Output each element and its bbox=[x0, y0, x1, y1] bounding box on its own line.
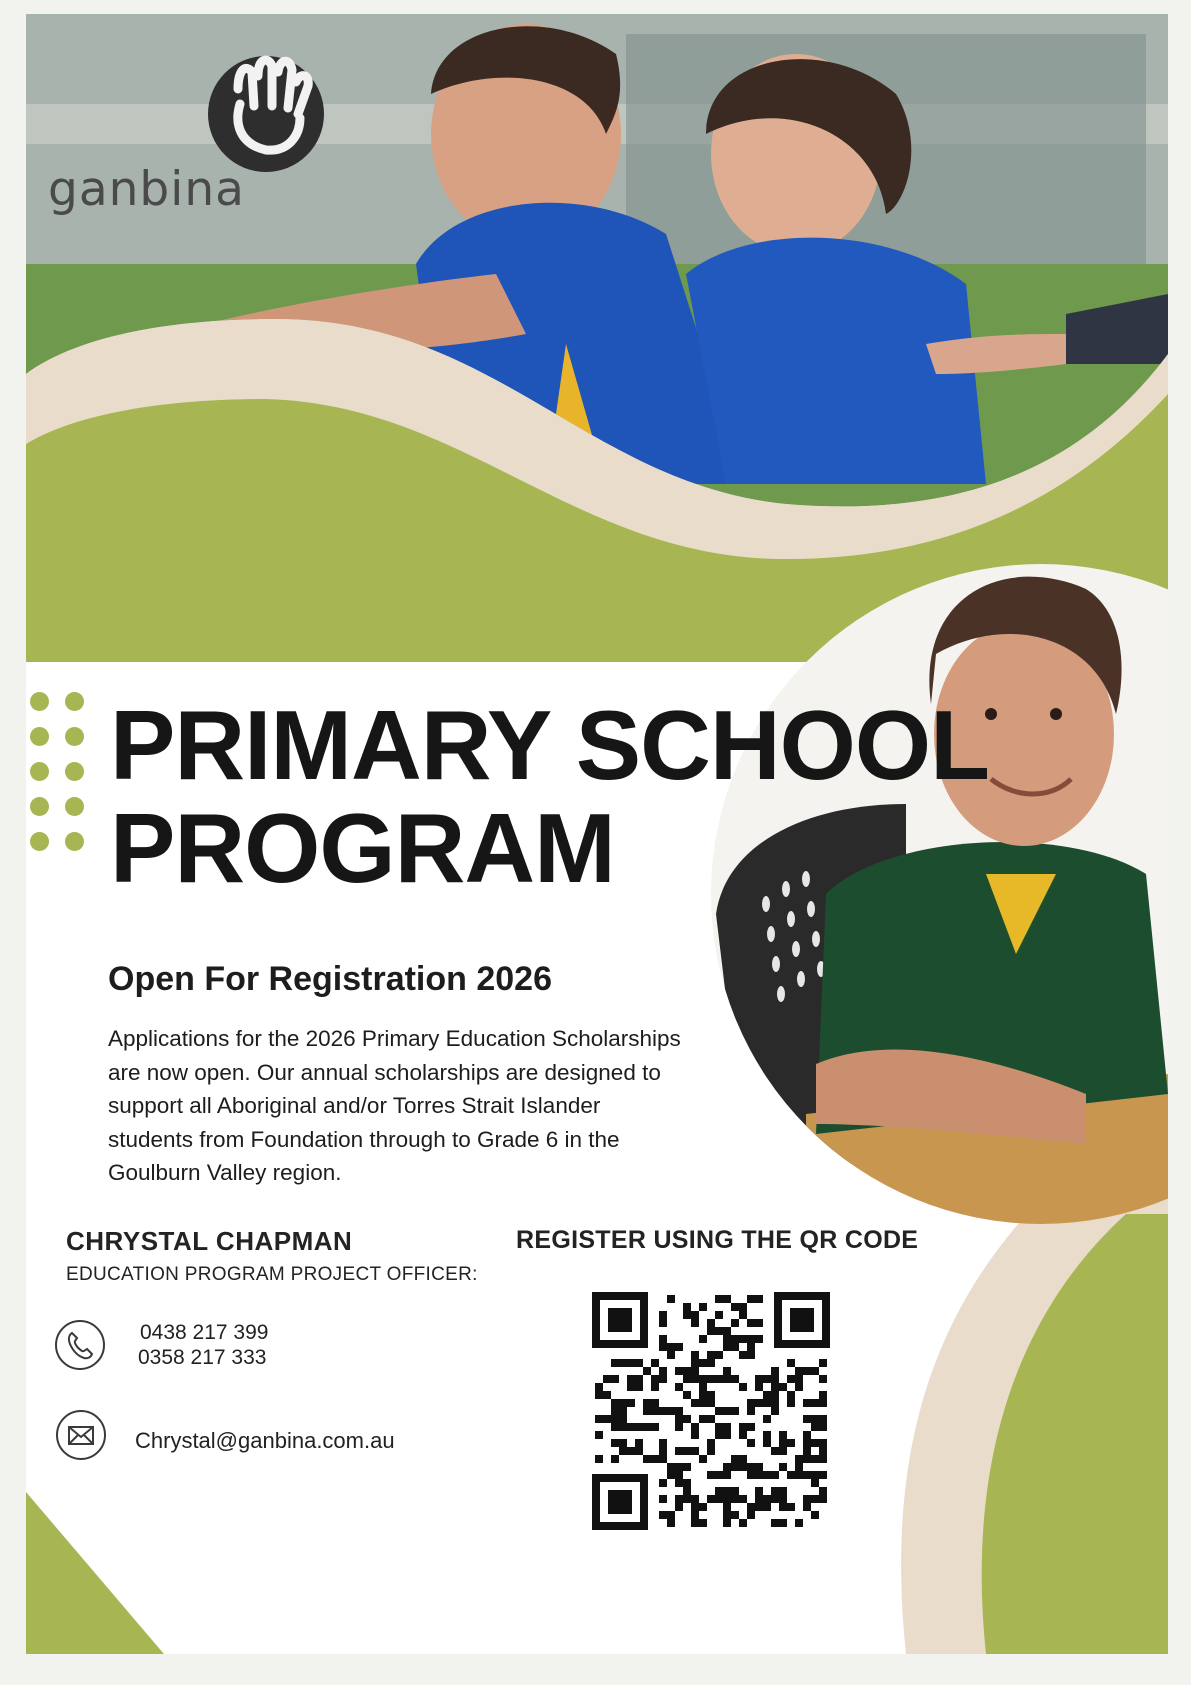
contact-role: EDUCATION PROGRAM PROJECT OFFICER: bbox=[66, 1264, 478, 1285]
body-text bbox=[108, 1022, 728, 1190]
title-line: PRIMARY SCHOOL bbox=[110, 690, 989, 800]
envelope-icon bbox=[56, 1410, 106, 1460]
body-line: are now open. Our annual scholarships are designed to bbox=[108, 1059, 661, 1085]
phone-icon bbox=[55, 1320, 105, 1370]
page-title bbox=[110, 690, 989, 903]
qr-code[interactable] bbox=[592, 1292, 830, 1530]
body-line: Applications for the 2026 Primary Education Scholarships bbox=[108, 1026, 681, 1051]
brand-name: ganbina bbox=[48, 162, 245, 217]
contact-name: CHRYSTAL CHAPMAN bbox=[66, 1226, 353, 1256]
body-line: support all Aboriginal and/or Torres Strait Islander bbox=[108, 1093, 601, 1118]
body-line: students from Foundation through to Grade 6 in the bbox=[108, 1126, 620, 1152]
title-line: PROGRAM bbox=[110, 793, 615, 903]
handprint-logo-icon bbox=[208, 56, 324, 172]
register-label: REGISTER USING THE QR CODE bbox=[516, 1226, 919, 1254]
phone-number-mobile[interactable]: 0438 217 399 bbox=[140, 1321, 269, 1344]
subtitle: Open For Registration 2026 bbox=[108, 960, 552, 998]
body-line: Goulburn Valley region. bbox=[108, 1160, 342, 1185]
flyer-page bbox=[26, 14, 1168, 1654]
email-link[interactable]: Chrystal@ganbina.com.au bbox=[135, 1428, 395, 1453]
phone-number-landline[interactable]: 0358 217 333 bbox=[138, 1346, 267, 1369]
